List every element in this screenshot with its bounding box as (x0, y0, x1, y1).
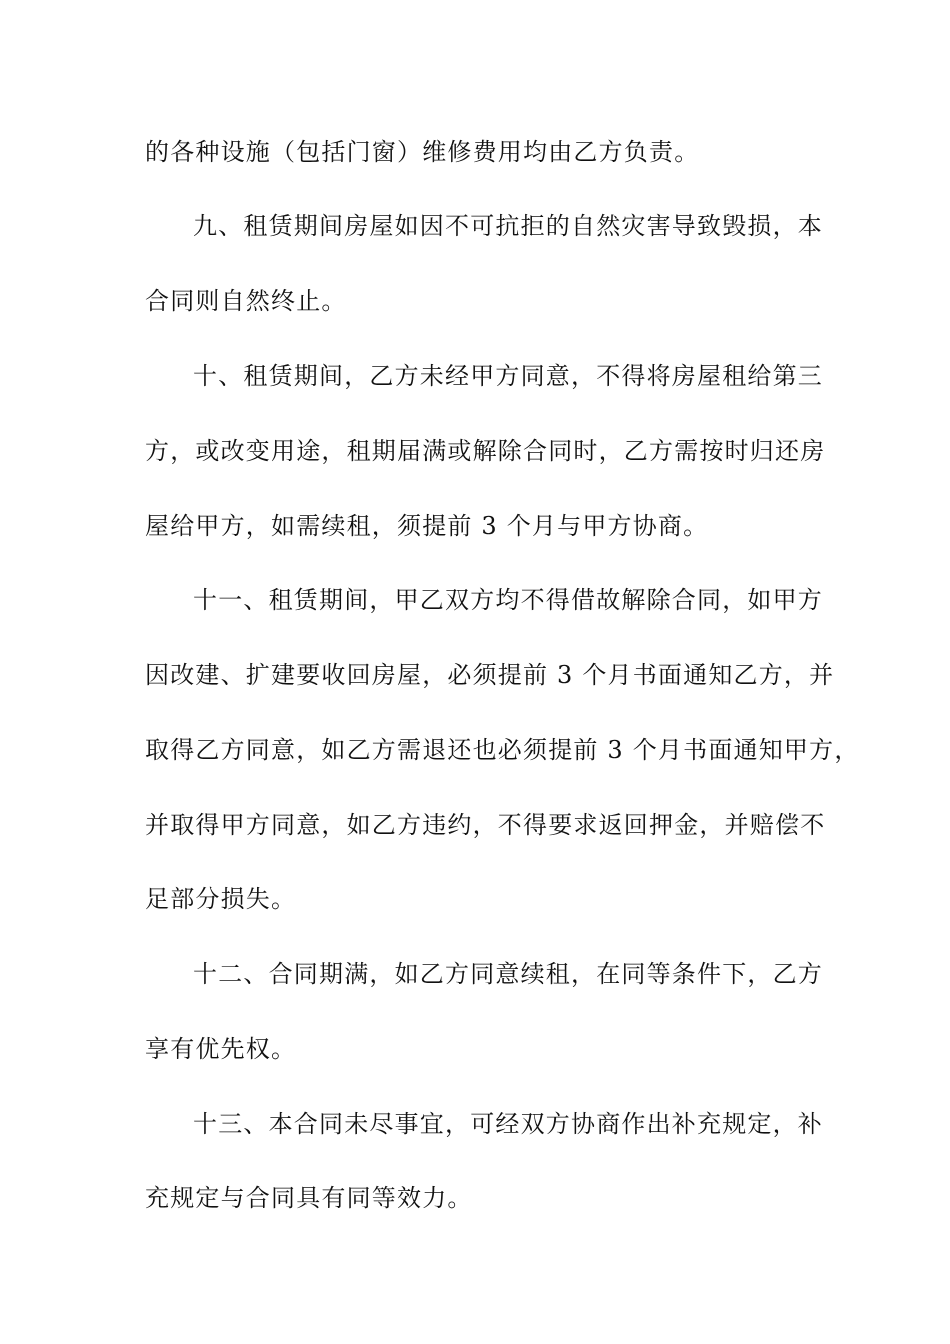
text-line: 享有优先权。 (145, 1035, 297, 1063)
text-line: 并取得甲方同意，如乙方违约，不得要求返回押金，并赔偿不 (145, 811, 826, 839)
text-line: 充规定与合同具有同等效力。 (145, 1184, 473, 1212)
text-line: 十、租赁期间，乙方未经甲方同意，不得将房屋租给第三 (193, 362, 823, 390)
text-line: 足部分损失。 (145, 885, 297, 913)
text-line: 十二、合同期满，如乙方同意续租，在同等条件下，乙方 (193, 960, 823, 988)
text-line: 的各种设施（包括门窗）维修费用均由乙方负责。 (145, 138, 700, 166)
text-line: 因改建、扩建要收回房屋，必须提前 3 个月书面通知乙方，并 (145, 661, 835, 689)
text-line: 取得乙方同意，如乙方需退还也必须提前 3 个月书面通知甲方， (145, 736, 860, 764)
text-line: 屋给甲方，如需续租，须提前 3 个月与甲方协商。 (145, 512, 709, 540)
text-line: 十一、租赁期间，甲乙双方均不得借故解除合同，如甲方 (193, 586, 823, 614)
text-line: 九、租赁期间房屋如因不可抗拒的自然灾害导致毁损，本 (193, 212, 823, 240)
text-line: 合同则自然终止。 (145, 287, 347, 315)
text-line: 方，或改变用途，租期届满或解除合同时，乙方需按时归还房 (145, 437, 826, 465)
text-line: 十三、本合同未尽事宜，可经双方协商作出补充规定，补 (193, 1110, 823, 1138)
